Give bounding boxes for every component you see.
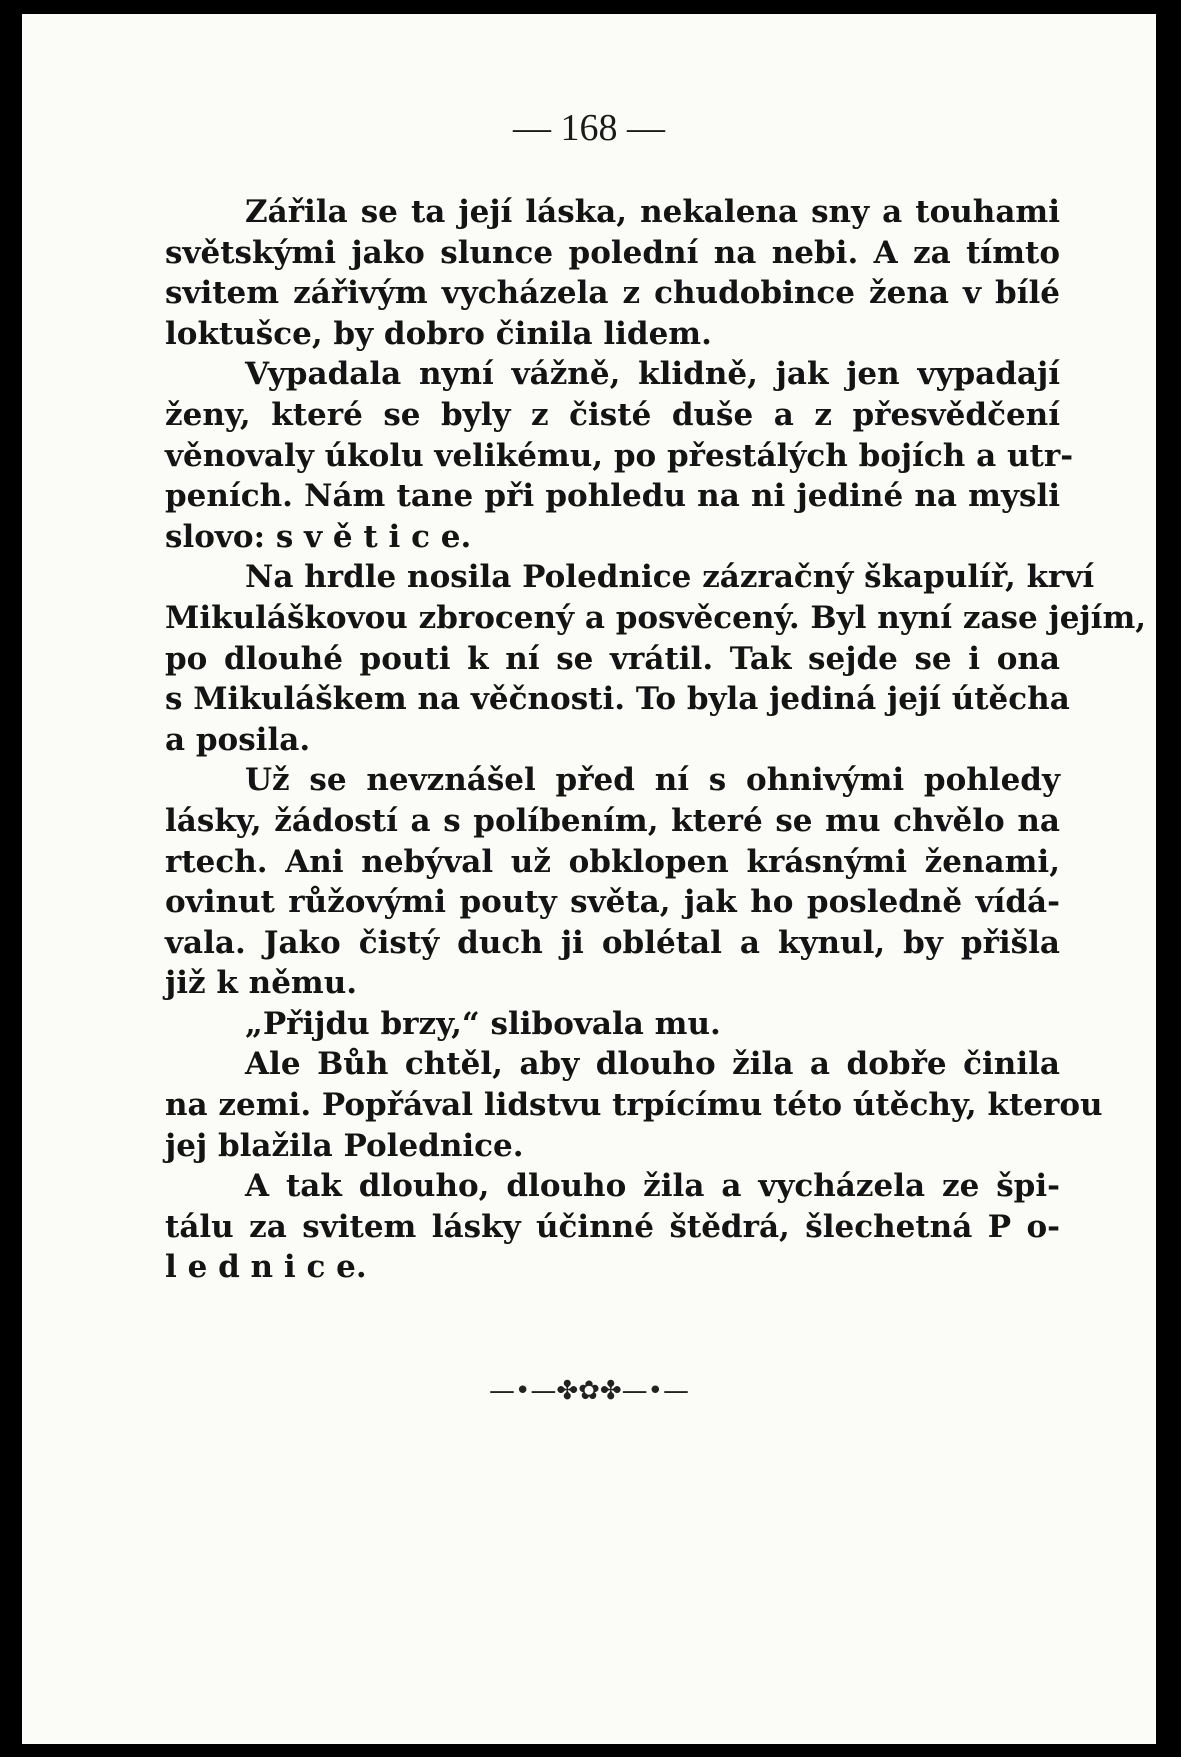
text-line: světskými jako slunce polední na nebi. A za tímto (165, 234, 1060, 271)
text-line: ženy, které se byly z čisté duše a z přesvědčení (165, 396, 1060, 433)
text-line: ovinut růžovými pouty světa, jak ho posledně vídá- (165, 884, 1060, 921)
text-line: Už se nevznášel před ní s ohnivými pohledy (245, 762, 1060, 799)
text-line: a posila. (165, 721, 311, 758)
text-line: „Přijdu brzy,“ slibovala mu. (245, 1005, 721, 1042)
text-line: Mikuláškovou zbrocený a posvěcený. Byl nyní zase jejím, (165, 599, 1147, 636)
text-line: peních. Nám tane při pohledu na ni jediné na mysli (165, 478, 1060, 515)
body-text (165, 192, 1147, 1288)
text-line: Vypadala nyní vážně, klidně, jak jen vypadají (245, 356, 1060, 393)
text-line: na zemi. Popřával lidstvu trpícímu této útěchy, kterou (165, 1087, 1103, 1124)
text-line: s Mikuláškem na věčnosti. To byla jediná její útěcha (165, 681, 1070, 718)
text-line: Na hrdle nosila Polednice zázračný škapulíř, krví (245, 559, 1095, 596)
text-line: jej blažila Polednice. (165, 1127, 524, 1164)
text-line: po dlouhé pouti k ní se vrátil. Tak sejde se i ona (165, 640, 1060, 677)
text-line: loktušce, by dobro činila lidem. (165, 315, 712, 352)
text-line: slovo: s v ě t i c e. (165, 518, 472, 555)
text-line: Zářila se ta její láska, nekalena sny a touhami (245, 194, 1060, 230)
text-line: rtech. Ani nebýval už obklopen krásnými ženami, (165, 843, 1060, 880)
text-line: A tak dlouho, dlouho žila a vycházela ze špi- (245, 1168, 1060, 1205)
text-line: svitem zářivým vycházela z chudobince žena v bílé (165, 275, 1060, 312)
text-line: tálu za svitem lásky účinné štědrá, šlechetná P o- (165, 1208, 1060, 1245)
text-line: Ale Bůh chtěl, aby dlouho žila a dobře činila (245, 1046, 1060, 1083)
book-page (22, 14, 1156, 1744)
page-number: — 168 — (513, 107, 665, 149)
text-line: lásky, žádostí a s políbením, které se mu chvělo na (165, 802, 1060, 839)
text-line: vala. Jako čistý duch ji oblétal a kynul, by přišla (165, 924, 1060, 961)
text-line: l e d n i c e. (165, 1249, 367, 1286)
text-line: již k němu. (165, 965, 358, 1002)
end-ornament: —•—✤✿✤—•— (488, 1376, 690, 1406)
text-line: věnovaly úkolu velikému, po přestálých bojích a utr- (165, 437, 1074, 474)
